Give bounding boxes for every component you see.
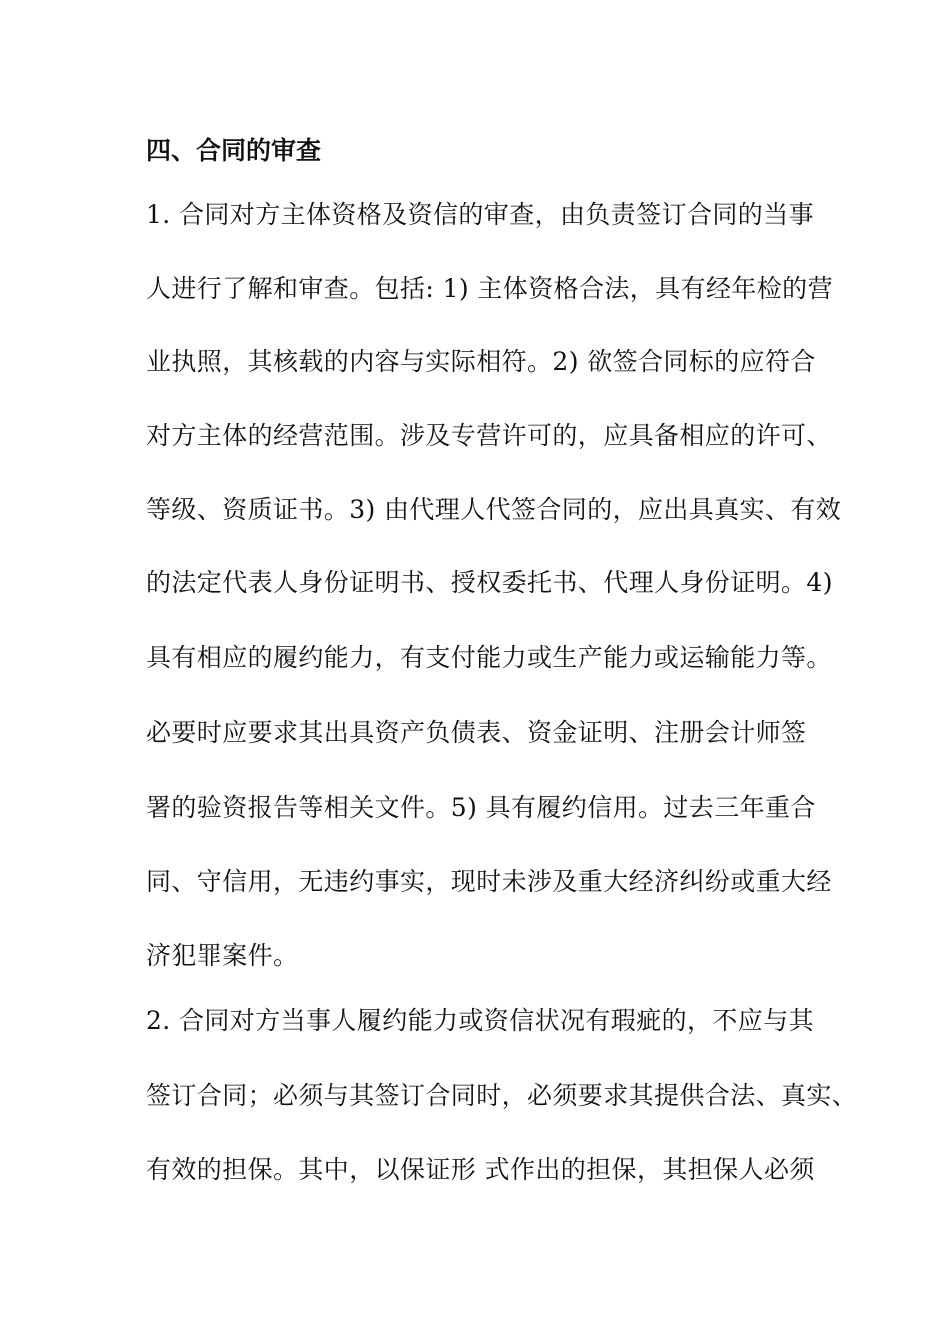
text-line: 有效的担保。其中，以保证形 式作出的担保，其担保人必须 <box>146 1155 815 1184</box>
text-line: 的法定代表人身份证明书、授权委托书、代理人身份证明。4) <box>146 568 833 597</box>
text-line: 具有相应的履约能力，有支付能力或生产能力或运输能力等。 <box>146 643 832 672</box>
text-line: 济犯罪案件。 <box>146 941 299 970</box>
text-line: 人进行了解和审查。包括: 1) 主体资格合法，具有经年检的营 <box>146 274 833 303</box>
text-line: 1. 合同对方主体资格及资信的审查，由负责签订合同的当事 <box>146 200 815 229</box>
text-line: 必要时应要求其出具资产负债表、资金证明、注册会计师签 <box>146 718 807 747</box>
text-line: 2. 合同对方当事人履约能力或资信状况有瑕疵的，不应与其 <box>146 1006 815 1035</box>
text-line: 署的验资报告等相关文件。5) 具有履约信用。过去三年重合 <box>146 793 816 822</box>
text-line: 业执照，其核载的内容与实际相符。2) 欲签合同标的应符合 <box>146 347 816 376</box>
text-line: 同、守信用，无违约事实，现时未涉及重大经济纠纷或重大经 <box>146 867 832 896</box>
text-line: 对方主体的经营范围。涉及专营许可的，应具备相应的许可、 <box>146 421 832 450</box>
text-line: 签订合同；必须与其签订合同时，必须要求其提供合法、真实、 <box>146 1081 858 1110</box>
text-line: 等级、资质证书。3) 由代理人代签合同的，应出具真实、有效 <box>146 495 842 524</box>
section-heading: 四、合同的审查 <box>146 136 322 165</box>
